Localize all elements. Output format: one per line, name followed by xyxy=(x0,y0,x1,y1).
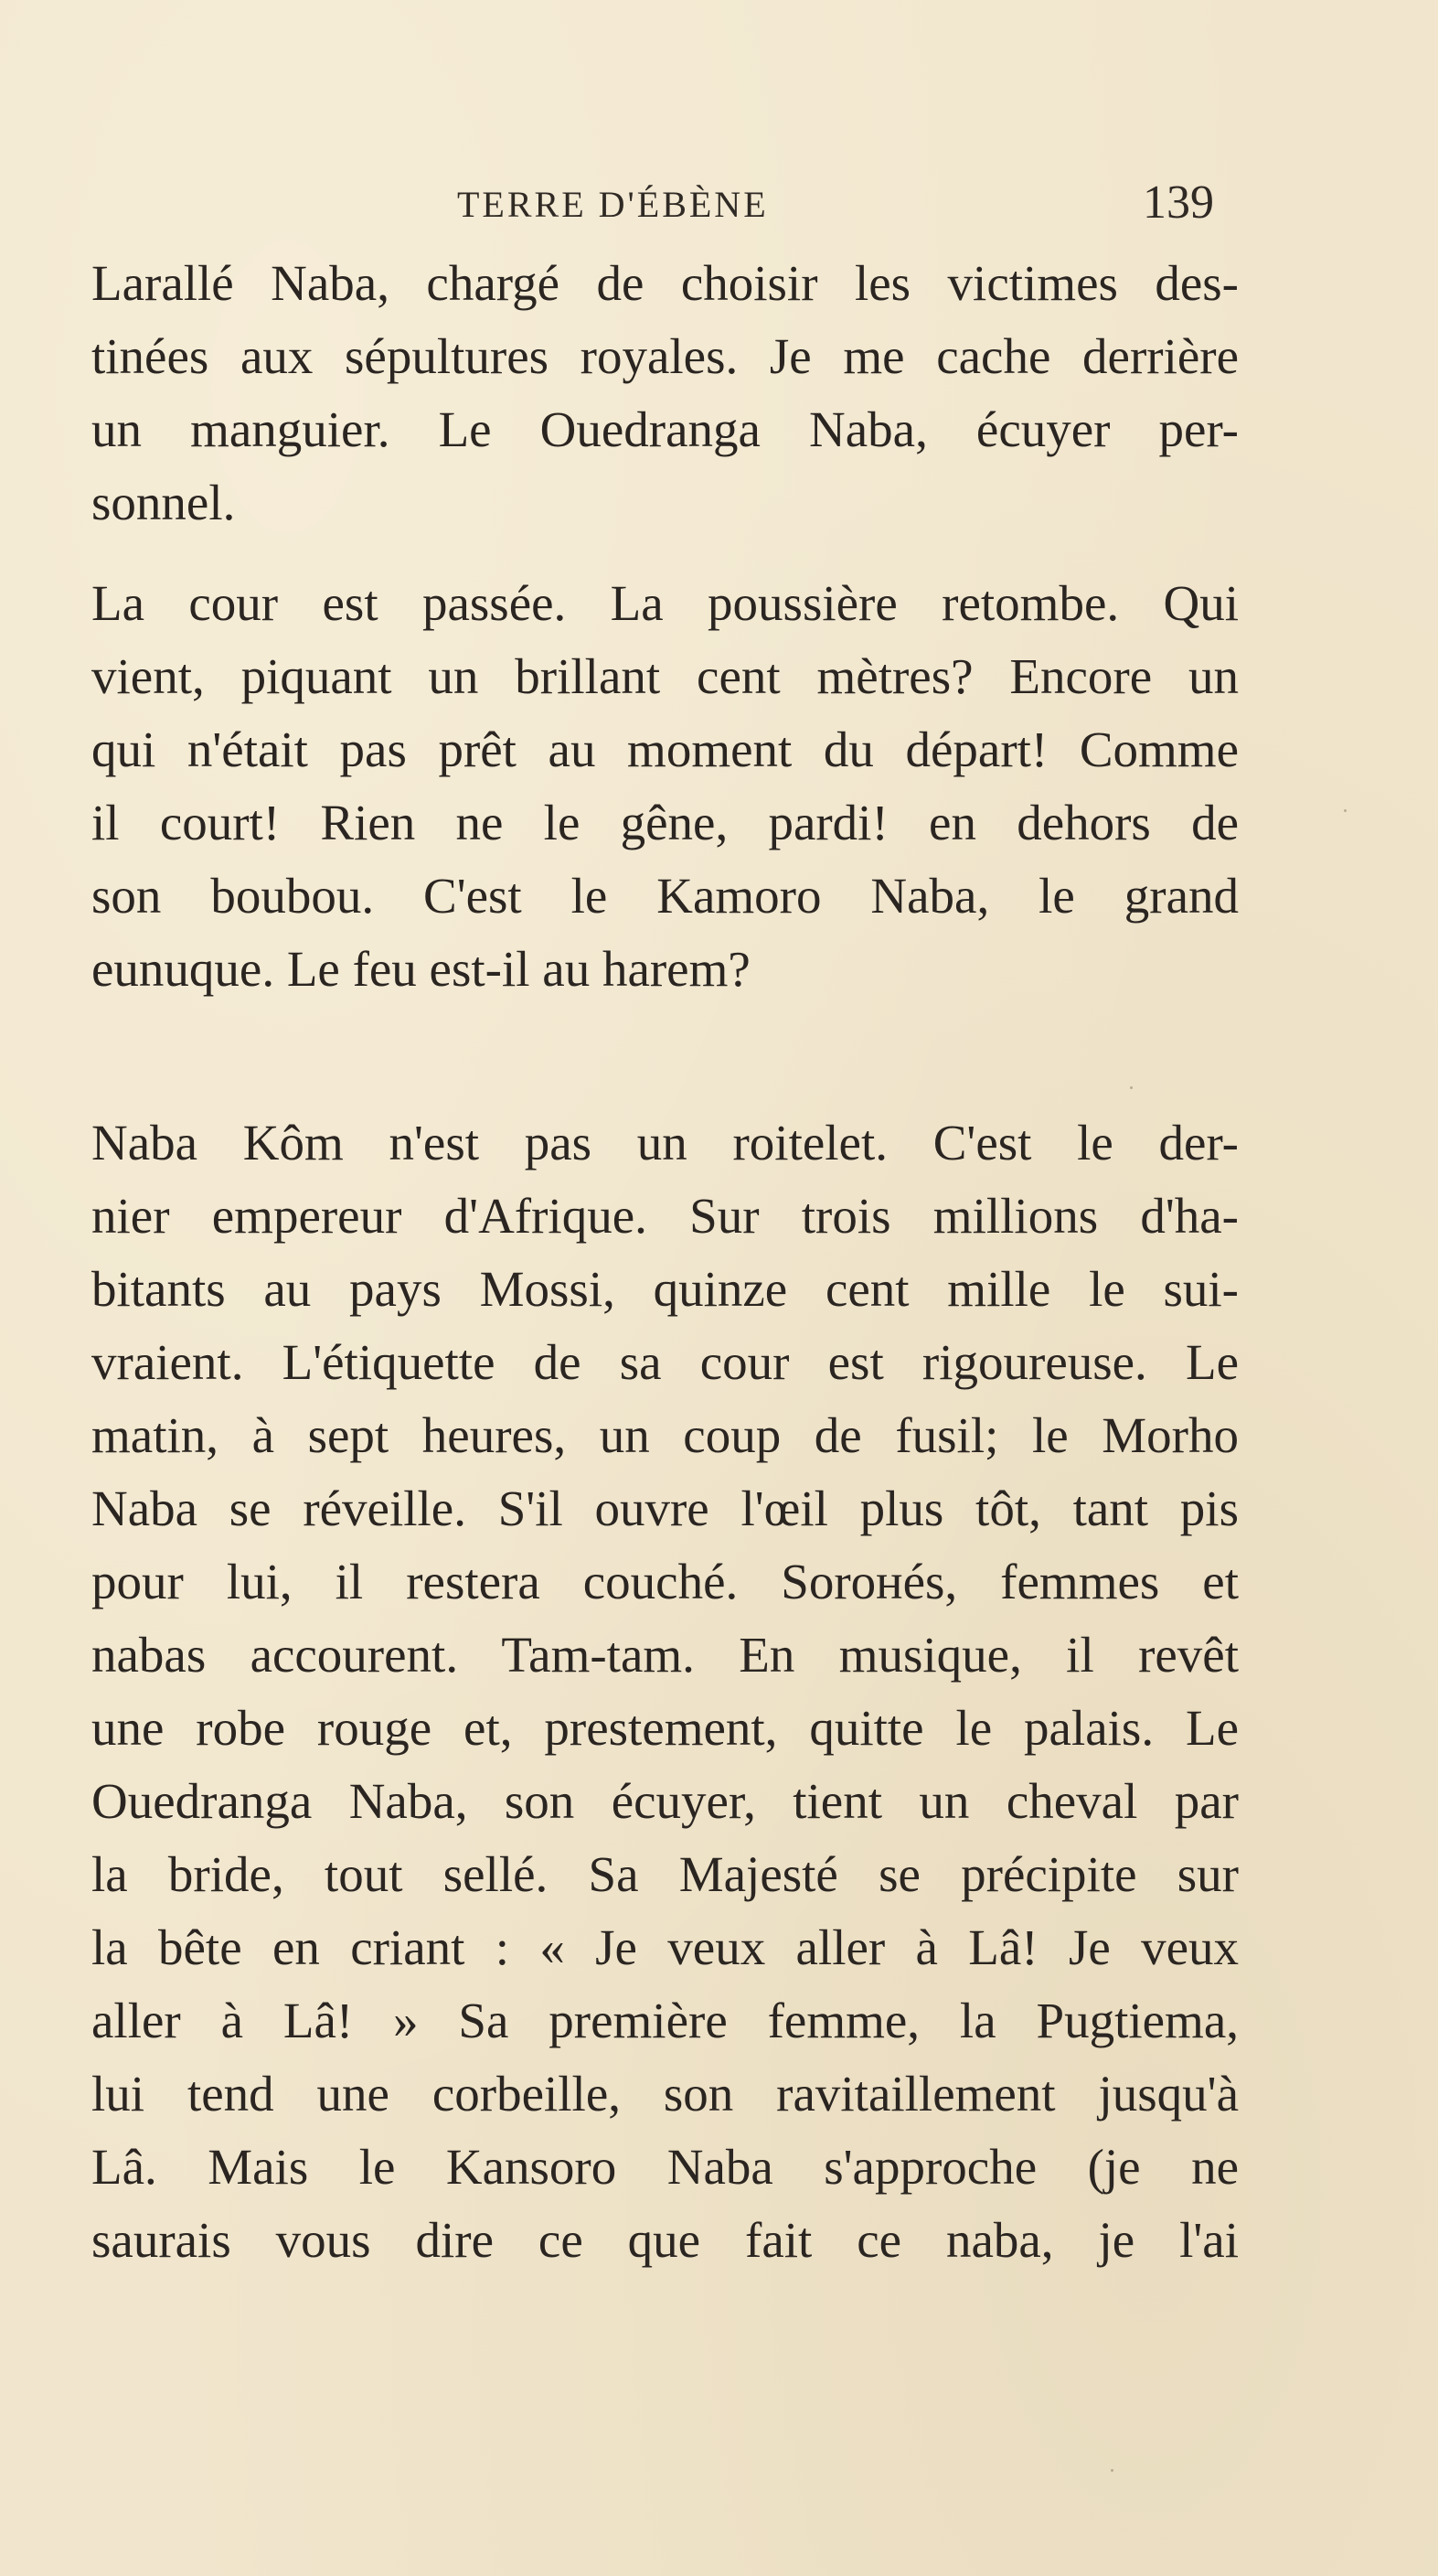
text-line: Larallé Naba, chargé de choisir les victimes des- xyxy=(91,255,1239,311)
text-line: Lâ. Mais le Kansoro Naba s'approche (je ne xyxy=(91,2139,1239,2195)
paper-speck xyxy=(1344,809,1347,812)
paper-speck xyxy=(1111,2469,1113,2472)
text-line: aller à Lâ! » Sa première femme, la Pugtiema, xyxy=(91,1993,1239,2048)
text-line: nier empereur d'Afrique. Sur trois millions d'ha- xyxy=(91,1188,1239,1244)
text-line: Ouedranga Naba, son écuyer, tient un cheval par xyxy=(91,1773,1239,1829)
text-line: qui n'était pas prêt au moment du départ! Comme xyxy=(91,721,1239,777)
paragraph-3 xyxy=(91,1106,1239,2277)
text-line: eunuque. Le feu est-il au harem? xyxy=(91,941,751,997)
text-line: bitants au pays Mossi, quinze cent mille le sui- xyxy=(91,1261,1239,1317)
text-line: la bête en criant : « Je veux aller à Lâ! Je veux xyxy=(91,1919,1239,1975)
running-head: TERRE D'ÉBÈNE xyxy=(457,184,769,225)
paper-speck xyxy=(1130,1086,1133,1089)
paragraph-2 xyxy=(91,567,1239,1006)
text-line: Naba se réveille. S'il ouvre l'œil plus tôt, tant pis xyxy=(91,1480,1239,1536)
text-line: matin, à sept heures, un coup de fusil; le Morho xyxy=(91,1407,1239,1463)
text-line: saurais vous dire ce que fait ce naba, je l'ai xyxy=(91,2212,1239,2268)
text-line: pour lui, il restera couché. Sorонés, femmes et xyxy=(91,1554,1239,1609)
text-line: tinées aux sépultures royales. Je me cache derrière xyxy=(91,328,1239,384)
text-line: nabas accourent. Tam-tam. En musique, il revêt xyxy=(91,1627,1239,1683)
text-line: la bride, tout sellé. Sa Majesté se précipite sur xyxy=(91,1846,1239,1902)
text-line: un manguier. Le Ouedranga Naba, écuyer per- xyxy=(91,401,1239,457)
text-line: une robe rouge et, prestement, quitte le palais. Le xyxy=(91,1700,1239,1756)
text-line: lui tend une corbeille, son ravitaillement jusqu'à xyxy=(91,2066,1239,2122)
page-number: 139 xyxy=(1143,176,1214,229)
text-line: La cour est passée. La poussière retombe. Qui xyxy=(91,575,1239,631)
text-line: vient, piquant un brillant cent mètres? Encore un xyxy=(91,648,1239,704)
text-line: son boubou. C'est le Kamoro Naba, le grand xyxy=(91,868,1239,924)
text-line: Naba Kôm n'est pas un roitelet. C'est le der- xyxy=(91,1115,1239,1170)
text-line: il court! Rien ne le gêne, pardi! en dehors de xyxy=(91,795,1239,850)
paragraph-1 xyxy=(91,247,1239,540)
text-line: sonnel. xyxy=(91,475,236,530)
text-line: vraient. L'étiquette de sa cour est rigoureuse. Le xyxy=(91,1334,1239,1390)
